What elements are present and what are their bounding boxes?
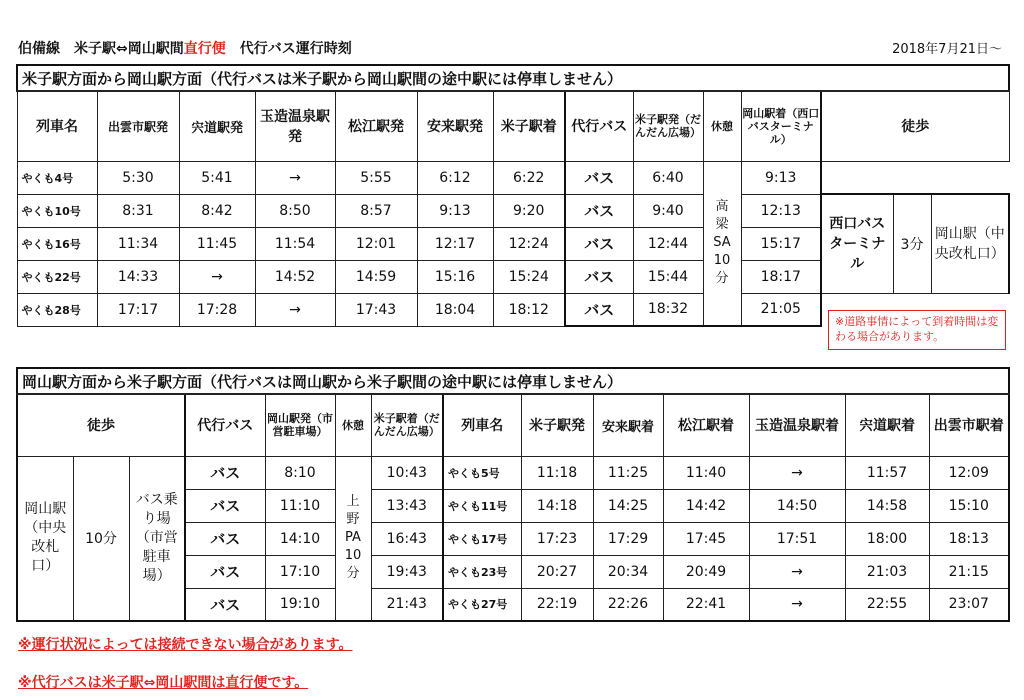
table-row: バス 14:10 16:43 やくも17号 17:23 17:29 17:45 17:51 18:00 18:13 [17, 522, 1009, 555]
table-row: やくも22号 14:33 → 14:52 14:59 15:16 15:24 バス 15:44 18:17 [17, 260, 1009, 293]
col-substitute-bus: 代行バス [565, 91, 633, 161]
down-walk-to: バス乗り場（市営駐車場） [129, 456, 185, 621]
col-shinji-dep: 宍道駅発 [179, 91, 255, 161]
col-yonago-bus-dep: 米子駅発（だんだん広場） [633, 91, 703, 161]
up-section-title: 米子駅方面から岡山駅方面（代行バスは米子駅から岡山駅間の途中駅には停車しません） [17, 65, 1009, 91]
down-section-title: 岡山駅方面から米子駅方面（代行バスは岡山駅から米子駅間の途中駅には停車しません） [17, 368, 1009, 394]
down-walk-time: 10分 [73, 456, 129, 621]
effective-date: 2018年7月21日～ [892, 42, 1002, 57]
road-condition-note: ※道路事情によって到着時間は変わる場合があります。 [828, 310, 1006, 350]
col-izumoshi-dep: 出雲市駅発 [97, 91, 179, 161]
table-row: 岡山駅（中央改札口） 10分 バス乗り場（市営駐車場） バス 8:10 上野PA 10分 10:43 やくも5号 11:18 11:25 11:40 → 11:57 12:09 [17, 456, 1009, 489]
col-train-name: 列車名 [443, 394, 521, 456]
down-rest-stop: 上野PA 10分 [335, 456, 371, 621]
up-walk-time: 3分 [893, 194, 931, 293]
col-rest: 休憩 [335, 394, 371, 456]
table-row: やくも4号 5:30 5:41 → 5:55 6:12 6:22 バス 6:40 高梁SA 10分 9:13 [17, 161, 1009, 194]
down-timetable [16, 367, 1010, 622]
col-yasugi-dep: 安来駅発 [417, 91, 493, 161]
col-matsue-arr: 松江駅着 [663, 394, 749, 456]
col-izumoshi-arr: 出雲市駅着 [929, 394, 1009, 456]
up-walk-to: 岡山駅（中央改札口） [931, 194, 1009, 293]
up-timetable [16, 64, 1010, 327]
table-row: バス 11:10 13:43 やくも11号 14:18 14:25 14:42 14:50 14:58 15:10 [17, 489, 1009, 522]
express-note: ※代行バスは米子駅⇔岡山駅間は直行便です。 [18, 675, 309, 691]
col-train-name: 列車名 [17, 91, 97, 161]
up-walk-from: 西口バスターミナル [821, 194, 893, 293]
connection-note: ※運行状況によっては接続できない場合があります。 [18, 637, 353, 653]
col-walk: 徒歩 [17, 394, 185, 456]
col-shinji-arr: 宍道駅着 [845, 394, 929, 456]
col-yonago-dep: 米子駅発 [521, 394, 593, 456]
col-substitute-bus: 代行バス [185, 394, 265, 456]
document-title: 伯備線 米子駅⇔岡山駅間直行便 代行バス運行時刻 [18, 41, 352, 57]
col-okayama-arr: 岡山駅着（西口バスターミナル） [741, 91, 821, 161]
col-tamatsukuri-dep: 玉造温泉駅発 [255, 91, 335, 161]
table-row: やくも28号 17:17 17:28 → 17:43 18:04 18:12 バス 18:32 21:05 [17, 293, 1009, 326]
table-row: バス 19:10 21:43 やくも27号 22:19 22:26 22:41 → 22:55 23:07 [17, 588, 1009, 621]
col-okayama-bus-dep: 岡山駅発（市営駐車場） [265, 394, 335, 456]
table-row: やくも10号 8:31 8:42 8:50 8:57 9:13 9:20 バス 9:40 12:13 西口バスターミナル 3分 岡山駅（中央改札口） [17, 194, 1009, 227]
col-tamatsukuri-arr: 玉造温泉駅着 [749, 394, 845, 456]
col-yonago-bus-arr: 米子駅着（だんだん広場） [371, 394, 443, 456]
col-yonago-arr: 米子駅着 [493, 91, 565, 161]
col-matsue-dep: 松江駅発 [335, 91, 417, 161]
col-walk: 徒歩 [821, 91, 1009, 161]
up-rest-stop: 高梁SA 10分 [703, 161, 741, 326]
down-walk-from: 岡山駅（中央改札口） [17, 456, 73, 621]
col-yasugi-arr: 安来駅着 [593, 394, 663, 456]
table-row: やくも16号 11:34 11:45 11:54 12:01 12:17 12:24 バス 12:44 15:17 [17, 227, 1009, 260]
col-rest: 休憩 [703, 91, 741, 161]
table-row: バス 17:10 19:43 やくも23号 20:27 20:34 20:49 → 21:03 21:15 [17, 555, 1009, 588]
